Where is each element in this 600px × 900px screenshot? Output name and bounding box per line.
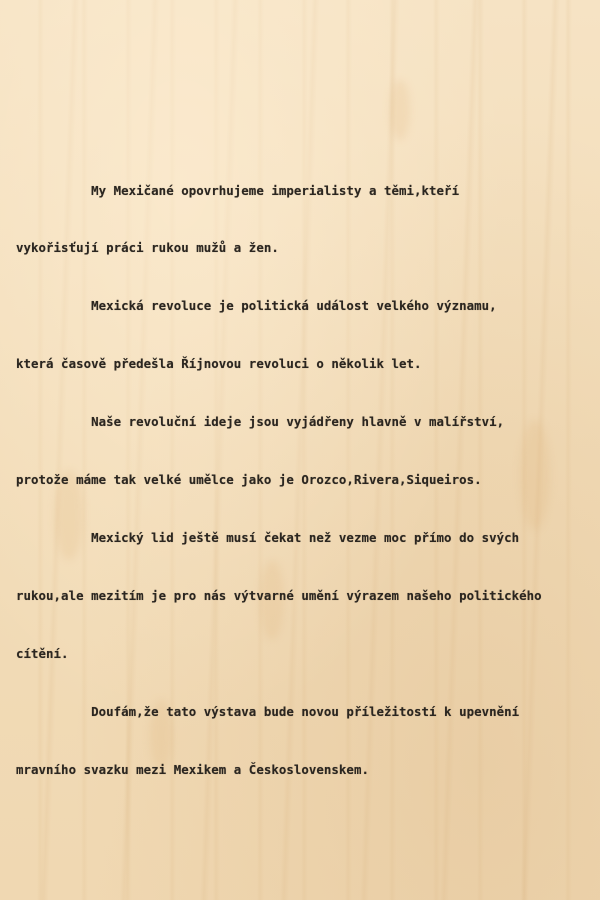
text-line: My Mexičané opovrhujeme imperialisty a těmi,kteří (16, 182, 460, 198)
text-line: vykořisťují práci rukou mužů a žen. (16, 240, 279, 256)
text-line: cítění. (16, 645, 69, 661)
text-line: Naše revoluční ideje jsou vyjádřeny hlavně v malířství, (16, 414, 505, 430)
typewritten-text (16, 142, 576, 817)
text-line: mravního svazku mezi Mexikem a Československem. (16, 761, 369, 777)
text-line: která časově předešla Říjnovou revoluci o několik let. (16, 356, 422, 372)
paper-stain (390, 80, 410, 140)
text-line: Mexický lid ještě musí čekat než vezme moc přímo do svých (16, 529, 520, 545)
text-line: rukou,ale mezitím je pro nás výtvarné umění výrazem našeho politického (16, 587, 542, 603)
text-line: protože máme tak velké umělce jako je Orozco,Rivera,Siqueiros. (16, 472, 482, 488)
text-line: Doufám,že tato výstava bude novou příležitostí k upevnění (16, 703, 520, 719)
text-line: Mexická revoluce je politická událost velkého významu, (16, 298, 497, 314)
